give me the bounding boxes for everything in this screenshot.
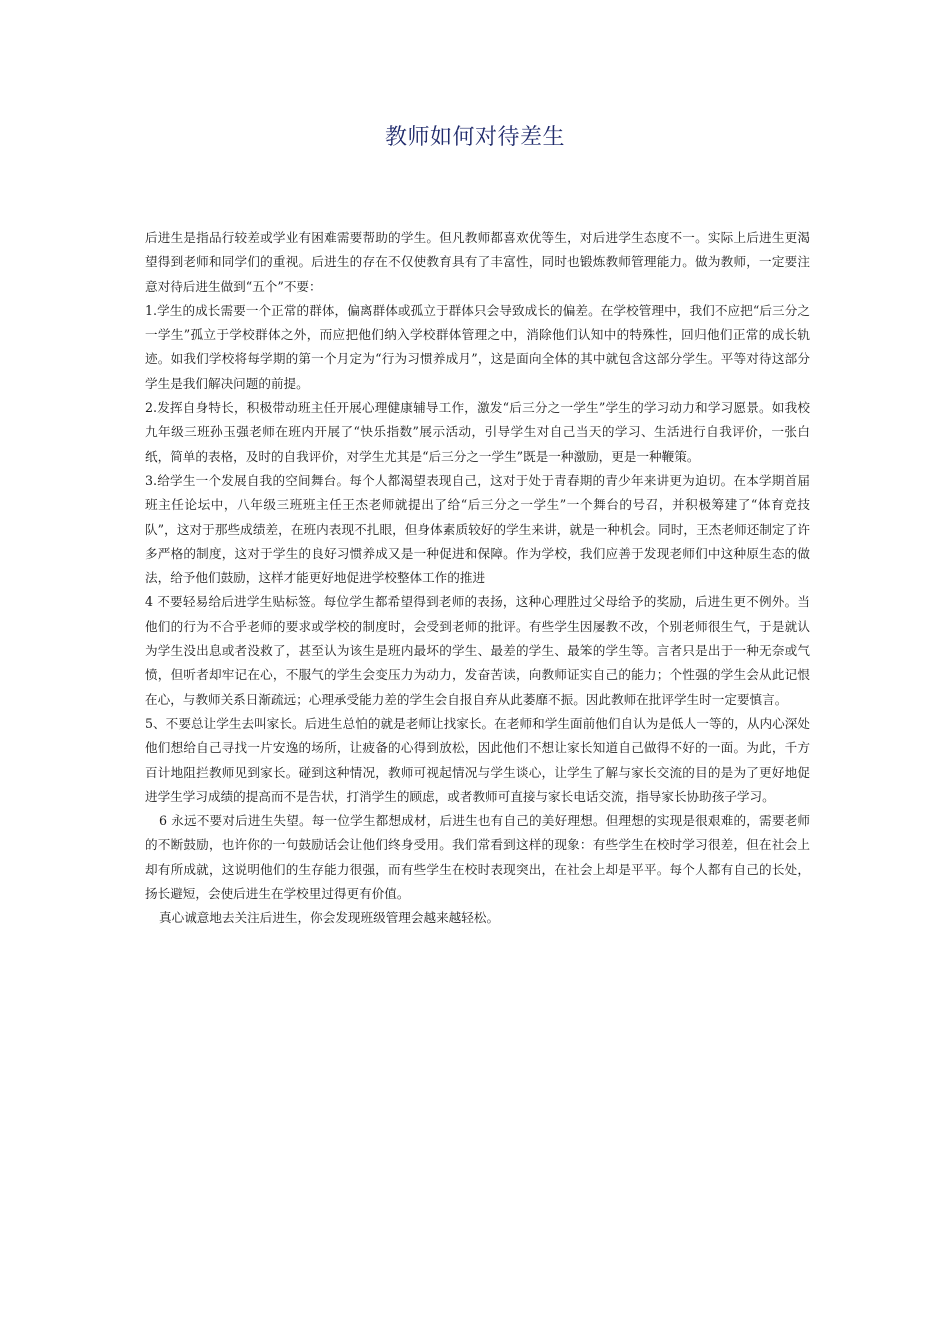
point-2-paragraph: 2.发挥自身特长，积极带动班主任开展心理健康辅导工作，激发“后三分之一学生”学生的学习动力和学习愿景。如我校九年级三班孙玉强老师在班内开展了“快乐指数”展示活动，引导学生对自己当天的学习、生活进行自我评价，一张白纸，简单的表格，及时的自我评价，对学生尤其是“后三分之一学生”既是一种激励，更是一种鞭策。 <box>145 400 810 464</box>
document-title: 教师如何对待差生 <box>384 125 565 150</box>
point-6-paragraph: 6 永远不要对后进生失望。每一位学生都想成材，后进生也有自己的美好理想。但理想的实现是很艰难的，需要老师的不断鼓励，也许你的一句鼓励话会让他们终身受用。我们常看到这样的现象：有些学生在校时学习很差，但在社会上却有所成就，这说明他们的生存能力很强，而有些学生在校时表现突出，在社会上却是平平。每个人都有自己的长处，扬长避短，会使后进生在学校里过得更有价值。 <box>145 813 810 902</box>
point-5-paragraph: 5、不要总让学生去叫家长。后进生总怕的就是老师让找家长。在老师和学生面前他们自认为是低人一等的，从内心深处他们想给自己寻找一片安逸的场所，让疲备的心得到放松，因此他们不想让家长知道自己做得不好的一面。为此，千方百计地阻拦教师见到家长。碰到这种情况，教师可视起情况与学生谈心，让学生了解与家长交流的目的是为了更好地促进学生学习成绩的提高而不是告状，打消学生的顾虑，或者教师可直接与家长电话交流，指导家长协助孩子学习。 <box>145 715 810 804</box>
intro-paragraph: 后进生是指品行较差或学业有困难需要帮助的学生。但凡教师都喜欢优等生，对后进学生态度不一。实际上后进生更渴望得到老师和同学们的重视。后进生的存在不仅使教育具有了丰富性，同时也锻炼教师管理能力。做为教师，一定要注意对待后进生做到“五个”不要： <box>145 230 810 294</box>
document-body <box>145 226 810 931</box>
point-1-paragraph: 1.学生的成长需要一个正常的群体，偏离群体或孤立于群体只会导致成长的偏差。在学校管理中，我们不应把“后三分之一学生”孤立于学校群体之外，而应把他们纳入学校群体管理之中，消除他们认知中的特殊性，回归他们正常的成长轨迹。如我们学校将每学期的第一个月定为“行为习惯养成月”，这是面向全体的其中就包含这部分学生。平等对待这部分学生是我们解决问题的前提。 <box>145 302 810 391</box>
point-4-paragraph: 4 不要轻易给后进学生贴标签。每位学生都希望得到老师的表扬，这种心理胜过父母给予的奖励，后进生更不例外。当他们的行为不合乎老师的要求或学校的制度时，会受到老师的批评。有些学生因屡教不改，个别老师很生气，于是就认为学生没出息或者没救了，甚至认为该生是班内最坏的学生、最差的学生、最笨的学生等。言者只是出于一种无奈或气愤，但听者却牢记在心，不服气的学生会变压力为动力，发奋苦读，向教师证实自己的能力；个性强的学生会从此记恨在心，与教师关系日渐疏远；心理承受能力差的学生会自报自弃从此萎靡不振。因此教师在批评学生时一定要慎言。 <box>145 594 810 707</box>
closing-paragraph: 真心诚意地去关注后进生，你会发现班级管理会越来越轻松。 <box>159 910 500 926</box>
point-3-paragraph: 3.给学生一个发展自我的空间舞台。每个人都渴望表现自己，这对于处于青春期的青少年来讲更为迫切。在本学期首届班主任论坛中，八年级三班班主任王杰老师就提出了给“后三分之一学生”一个舞台的号召，并积极筹建了“体育竞技队”，这对于那些成绩差，在班内表现不扎眼，但身体素质较好的学生来讲，就是一种机会。同时，王杰老师还制定了许多严格的制度，这对于学生的良好习惯养成又是一种促进和保障。作为学校，我们应善于发现老师们中这种原生态的做法，给予他们鼓励，这样才能更好地促进学校整体工作的推进 <box>145 472 810 586</box>
